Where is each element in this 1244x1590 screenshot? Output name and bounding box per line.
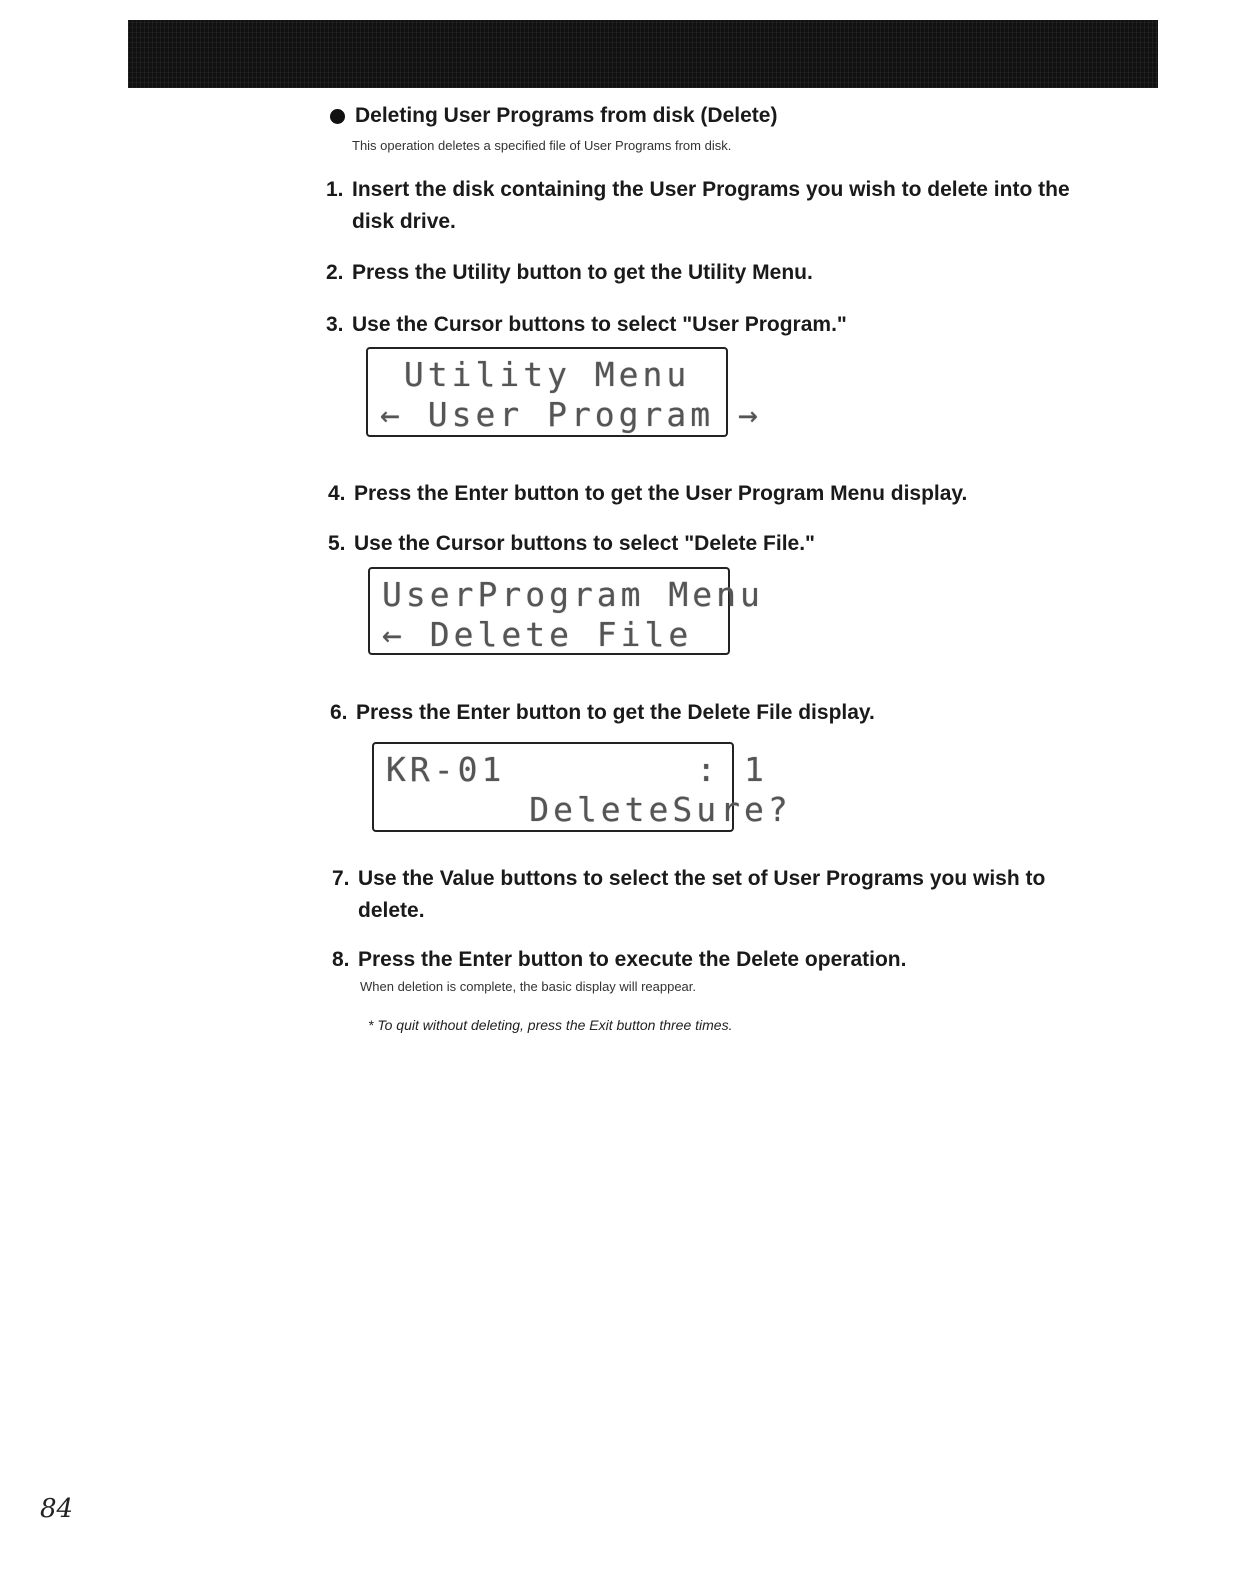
step-6 [330,697,1120,729]
lcd-line-2: ← User Program → [380,395,762,434]
lcd-user-program-menu [368,567,764,655]
step-text: Press the Utility button to get the Utility Menu. [352,261,813,284]
step-7 [332,863,1092,927]
lcd-line-2: DeleteSure? [386,790,792,829]
bullet-icon [330,109,345,124]
step-text: Press the Enter button to get the User Program Menu display. [354,482,968,505]
lcd-line-1: UserProgram Menu [382,575,764,614]
lcd-line-2: ← Delete File [382,615,693,654]
section-description: This operation deletes a specified file of User Programs from disk. [352,138,732,153]
step-number: 7. [332,867,350,890]
step-text: Insert the disk containing the User Programs you wish to delete into the disk drive. [352,178,1070,233]
step-text: Press the Enter button to get the Delete File display. [356,701,875,724]
step-number: 1. [326,178,344,201]
step-number: 3. [326,313,344,336]
step-number: 2. [326,261,344,284]
section-title: Deleting User Programs from disk (Delete) [355,104,778,127]
page-number: 84 [40,1494,74,1524]
step-8-result: When deletion is complete, the basic display will reappear. [360,979,697,994]
step-text: Use the Value buttons to select the set of User Programs you wish to delete. [358,867,1046,922]
step-1 [326,174,1116,238]
lcd-line-1: KR-01 : 1 [386,750,768,789]
step-text: Use the Cursor buttons to select "Delete File." [354,532,816,555]
lcd-line-1: Utility Menu [380,355,691,394]
step-5 [328,528,1118,560]
step-number: 5. [328,532,346,555]
exit-note: * To quit without deleting, press the Exit button three times. [368,1017,733,1033]
step-4 [328,478,1118,510]
step-number: 8. [332,948,350,971]
step-number: 4. [328,482,346,505]
step-text: Press the Enter button to execute the Delete operation. [358,948,907,971]
lcd-utility-menu [366,347,762,437]
step-text: Use the Cursor buttons to select "User Program." [352,313,847,336]
step-2 [326,257,1116,289]
section-heading [330,104,777,128]
lcd-delete-file [372,742,792,832]
header-bar [128,20,1158,88]
step-8 [332,944,1122,976]
step-3 [326,309,1116,341]
step-number: 6. [330,701,348,724]
